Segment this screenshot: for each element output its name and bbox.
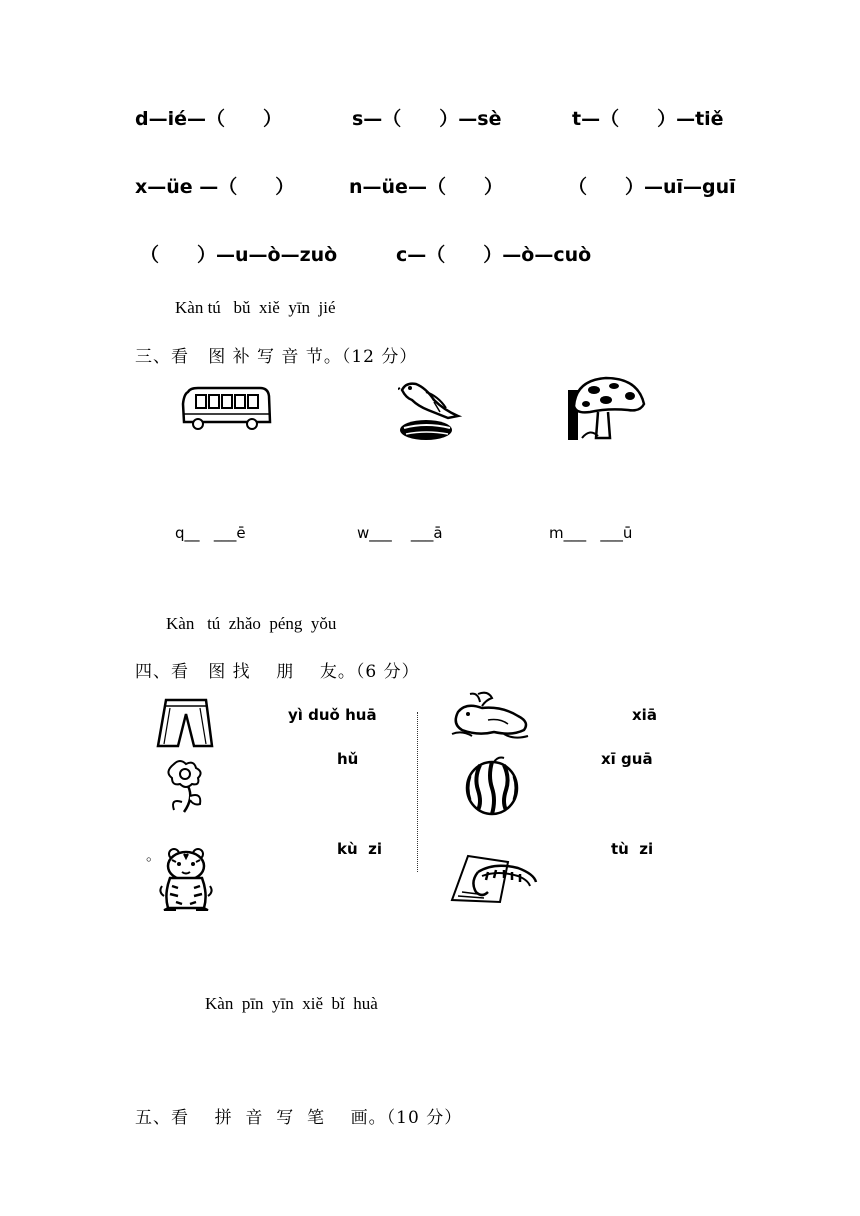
pinyin-exercise-r2c1: x—üe —（ ） <box>135 176 295 198</box>
section5-heading: 五、看 拼 音 写 笔 画。（10 分） <box>135 1108 463 1128</box>
watermelon-image <box>464 756 522 816</box>
blank-q-e: q__ ___ē <box>175 524 246 542</box>
pinyin-exercise-r3c1: （ ）—u—ò—zuò <box>140 244 338 266</box>
word-tu-zi: tù zi <box>611 840 654 858</box>
pinyin-exercise-r1c1: d—ié—（ ） <box>135 108 282 130</box>
pinyin-exercise-r2c2: n—üe—（ ） <box>349 176 503 198</box>
bus-image <box>180 386 272 432</box>
pinyin-exercise-r1c3: t—（ ）—tiě <box>572 108 724 130</box>
pinyin-exercise-r1c2: s—（ ）—sè <box>352 108 502 130</box>
word-xi-gua: xī guā <box>601 750 653 768</box>
word-hu: hǔ <box>337 750 359 768</box>
blank-m-u: m___ ___ū <box>549 524 633 542</box>
word-xia: xiā <box>632 706 657 724</box>
bird-nest-image <box>398 378 468 442</box>
flower-image <box>160 758 212 814</box>
column-divider <box>417 712 418 872</box>
pinyin-exercise-r2c3: （ ）—uī—guī <box>568 176 736 198</box>
shrimp-image <box>448 852 540 906</box>
pinyin-exercise-r3c2: c—（ ）—ò—cuò <box>396 244 592 266</box>
rabbit-image <box>448 690 532 744</box>
dot-mark: 。 <box>146 846 162 864</box>
section3-pinyin: Kàn tú bǔ xiě yīn jié <box>175 298 336 317</box>
word-yi-duo-hua: yì duǒ huā <box>288 706 377 724</box>
tiger-image <box>154 846 218 912</box>
mushroom-image <box>568 376 648 442</box>
blank-w-a: w___ ___ā <box>357 524 443 542</box>
section4-heading: 四、看 图 找 朋 友。（6 分） <box>135 662 420 682</box>
pants-image <box>156 698 214 748</box>
section4-pinyin: Kàn tú zhǎo péng yǒu <box>166 614 337 633</box>
section5-pinyin: Kàn pīn yīn xiě bǐ huà <box>205 994 378 1013</box>
word-ku-zi: kù zi <box>337 840 382 858</box>
section3-heading: 三、看 图 补 写 音 节。（12 分） <box>135 347 418 367</box>
